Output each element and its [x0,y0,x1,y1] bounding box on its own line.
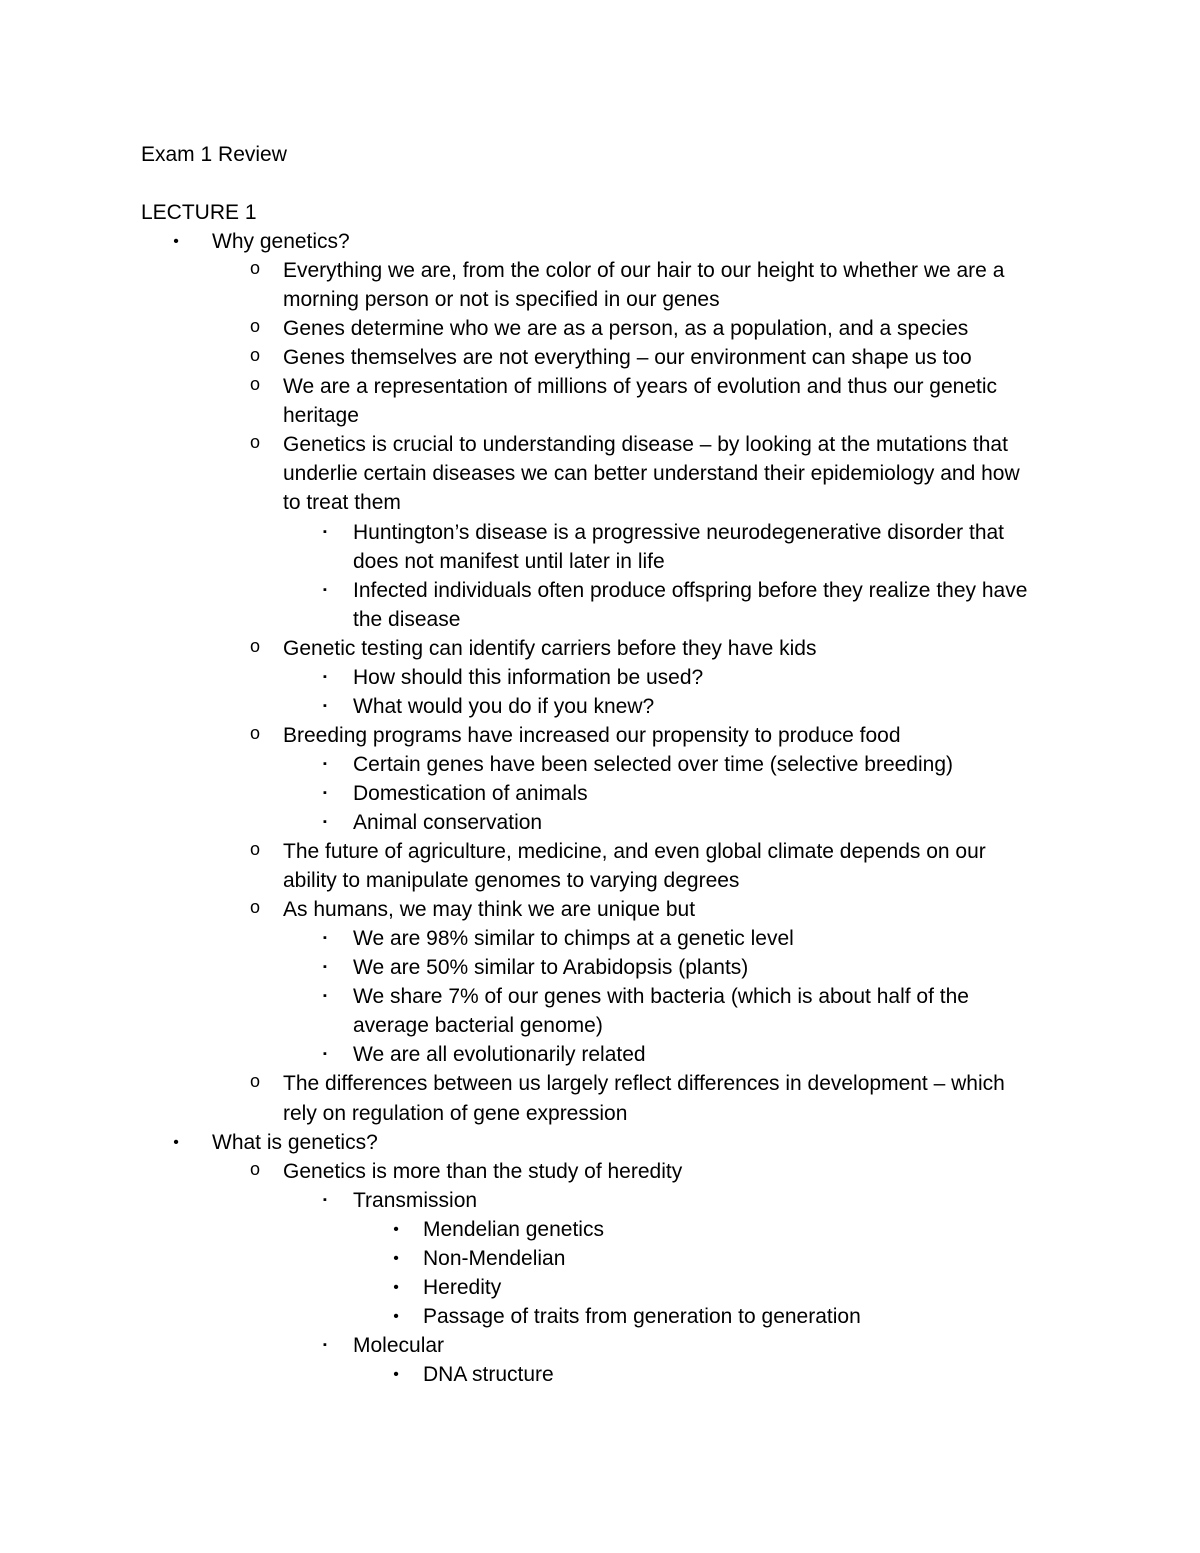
bullet-level-3: ▪ [323,1048,327,1061]
outline-item-level-4: DNA structure [423,1362,554,1386]
bullet-level-2: o [249,724,261,745]
bullet-level-4: • [393,1365,399,1383]
bullet-level-2: o [249,318,261,339]
outline-item-level-2: rely on regulation of gene expression [283,1101,628,1125]
bullet-level-3: ▪ [323,990,327,1003]
outline-item-level-3: Huntington’s disease is a progressive neurodegenerative disorder that [353,520,1005,544]
bullet-level-1: • [173,1133,179,1151]
outline-item-level-2: to treat them [283,491,401,515]
bullet-level-2: o [249,376,261,397]
outline-item-level-2: We are a representation of millions of years of evolution and thus our genetic [283,375,998,399]
lecture-heading: LECTURE 1 [141,201,257,224]
document-title: Exam 1 Review [141,143,287,166]
bullet-level-3: ▪ [323,757,327,770]
outline-item-level-2: As humans, we may think we are unique but [283,898,696,922]
bullet-level-3: ▪ [323,932,327,945]
outline-item-level-3: Domestication of animals [353,781,588,805]
bullet-level-3: ▪ [323,525,327,538]
bullet-level-3: ▪ [323,961,327,974]
outline-item-level-3: Infected individuals often produce offspring before they realize they have [353,578,1028,602]
outline-item-level-3: Animal conservation [353,811,543,834]
outline-item-level-4: Non-Mendelian [423,1246,566,1270]
outline-item-level-1: What is genetics? [212,1130,378,1154]
outline-item-level-3: What would you do if you knew? [353,694,655,718]
bullet-level-3: ▪ [323,1338,327,1351]
outline-item-level-4: Passage of traits from generation to generation [423,1304,861,1328]
outline-item-level-2: Genes themselves are not everything – our environment can shape us too [283,346,972,370]
bullet-level-3: ▪ [323,816,327,828]
outline-item-level-2: Breeding programs have increased our propensity to produce food [283,723,901,747]
outline-item-level-2: underlie certain diseases we can better understand their epidemiology and how [283,462,1020,486]
bullet-level-4: • [393,1220,399,1238]
bullet-level-4: • [393,1249,399,1267]
outline-item-level-3: average bacterial genome) [353,1014,603,1038]
bullet-level-2: o [249,434,261,455]
bullet-level-3: ▪ [323,1193,327,1206]
bullet-level-3: ▪ [323,699,327,712]
outline-item-level-2: Genes determine who we are as a person, as a population, and a species [283,317,969,341]
outline-item-level-3: How should this information be used? [353,665,704,689]
outline-item-level-2: Genetic testing can identify carriers before they have kids [283,636,817,660]
outline-item-level-2: Everything we are, from the color of our hair to our height to whether we are a [283,259,1005,283]
bullet-level-4: • [393,1278,399,1296]
bullet-level-2: o [249,260,261,281]
bullet-level-4: • [393,1307,399,1325]
bullet-level-3: ▪ [323,583,327,596]
outline-item-level-3: We are 98% similar to chimps at a genetic level [353,927,794,951]
outline-item-level-3: Transmission [353,1188,478,1212]
outline-item-level-2: The differences between us largely reflect differences in development – which [283,1072,1005,1096]
outline-item-level-3: does not manifest until later in life [353,549,665,573]
outline-item-level-3: Molecular [353,1333,445,1357]
bullet-level-2: o [249,1160,261,1181]
bullet-level-3: ▪ [323,670,327,683]
bullet-level-2: o [249,347,261,368]
outline-item-level-4: Mendelian genetics [423,1217,604,1241]
outline-item-level-3: Certain genes have been selected over time (selective breeding) [353,752,954,776]
outline-item-level-1: Why genetics? [212,230,350,253]
bullet-level-1: • [173,233,179,250]
outline-item-level-2: The future of agriculture, medicine, and even global climate depends on our [283,840,986,864]
outline-item-level-3: We share 7% of our genes with bacteria (which is about half of the [353,985,969,1009]
outline-item-level-4: Heredity [423,1275,502,1299]
outline-item-level-3: We are 50% similar to Arabidopsis (plants) [353,956,749,980]
outline-item-level-2: heritage [283,404,359,428]
outline-item-level-2: Genetics is crucial to understanding disease – by looking at the mutations that [283,433,1008,457]
outline-item-level-3: the disease [353,607,461,631]
bullet-level-2: o [249,1073,261,1094]
outline-item-level-2: morning person or not is specified in our genes [283,288,720,312]
bullet-level-2: o [249,637,261,658]
outline-item-level-3: We are all evolutionarily related [353,1043,646,1067]
bullet-level-2: o [249,899,261,920]
outline-item-level-2: ability to manipulate genomes to varying degrees [283,869,740,893]
outline-item-level-2: Genetics is more than the study of heredity [283,1159,683,1183]
bullet-level-2: o [249,841,261,862]
bullet-level-3: ▪ [323,786,327,799]
